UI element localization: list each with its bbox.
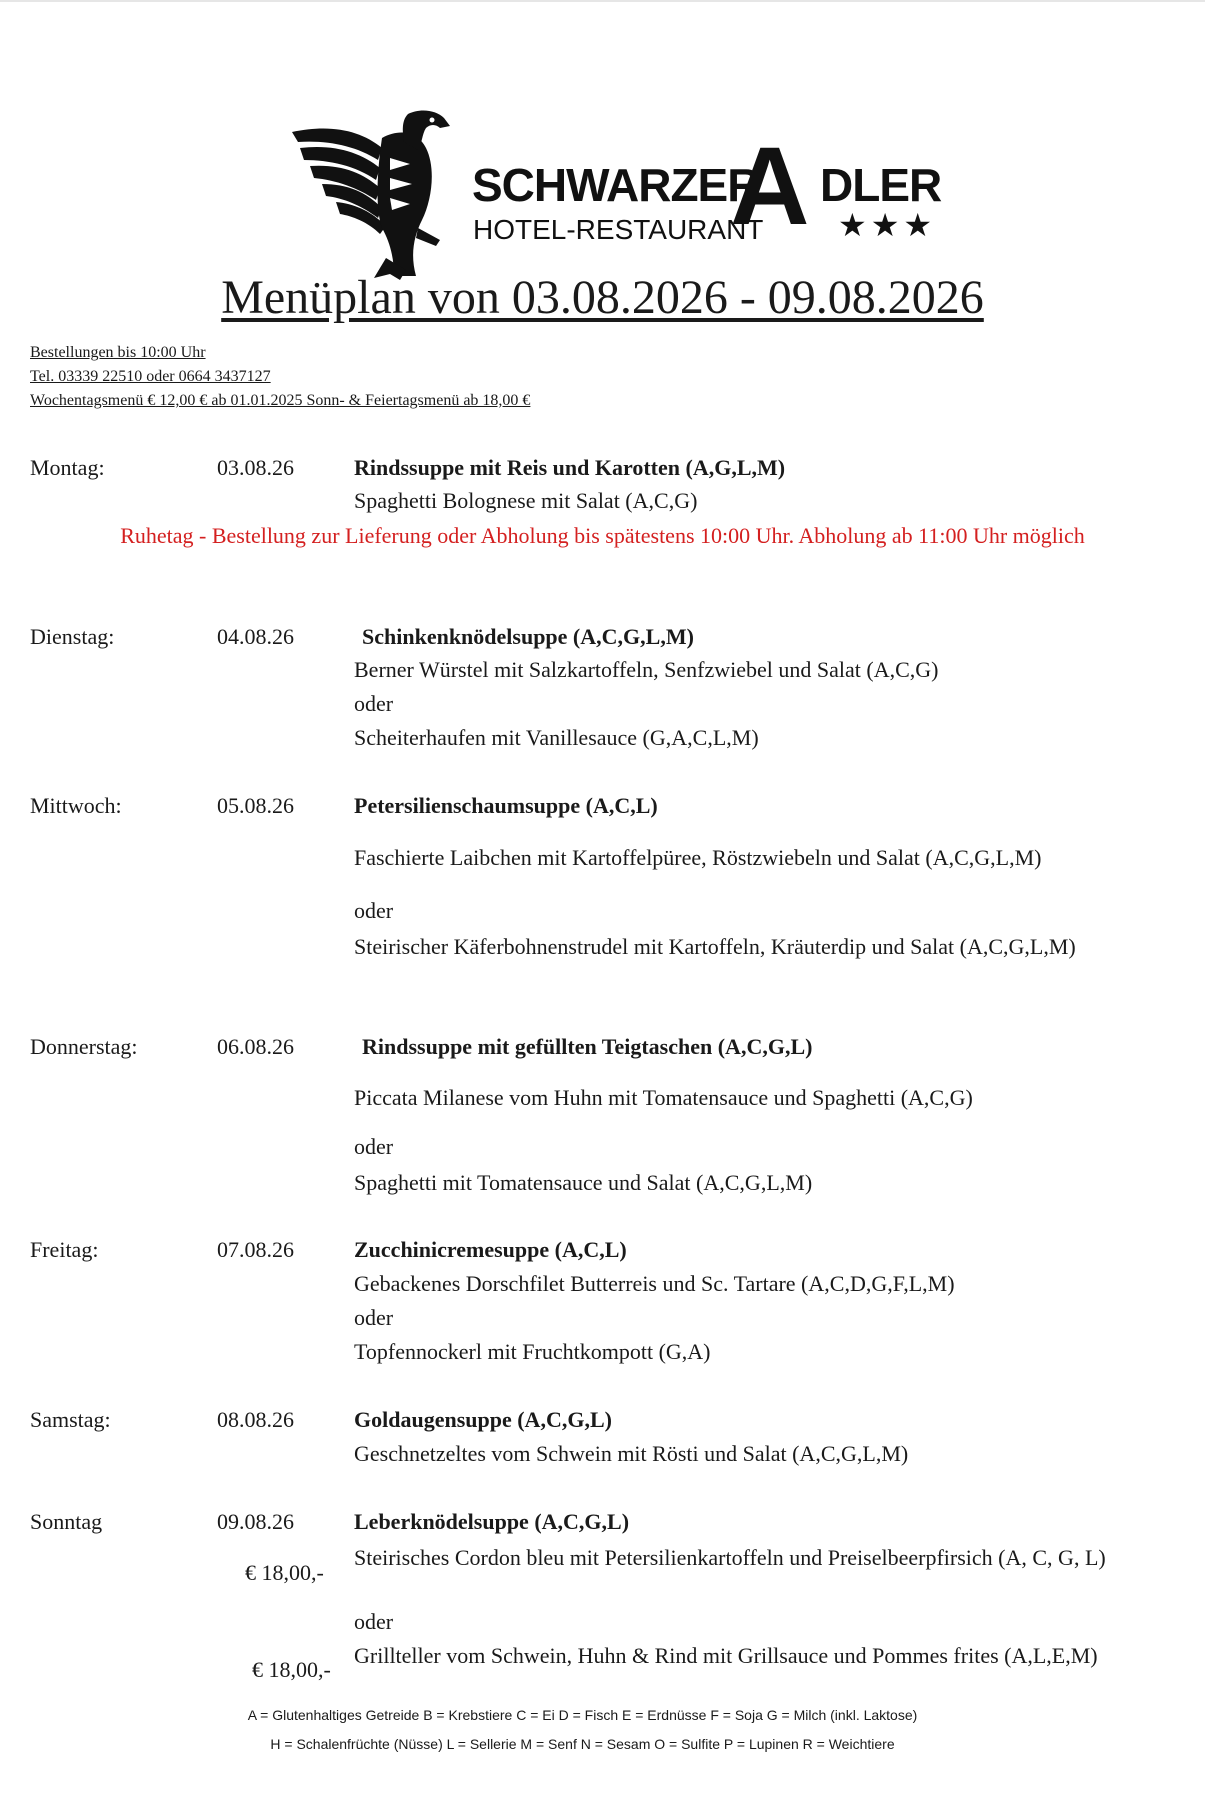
info-orders: Bestellungen bis 10:00 Uhr — [30, 344, 206, 361]
allergen-legend-line1: A = Glutenhaltiges Getreide B = Krebstiere C = Ei D = Fisch E = Erdnüsse F = Soja G = Milch (inkl. Laktose) — [247, 1707, 918, 1723]
price-sunday-main1: € 18,00,- — [245, 1560, 324, 1585]
soup-friday: Zucchinicremesuppe (A,C,L) — [354, 1237, 627, 1262]
logo — [290, 108, 950, 280]
main2-wednesday: Steirischer Käferbohnenstrudel mit Kartoffeln, Kräuterdip und Salat (A,C,G,L,M) — [354, 934, 1076, 959]
date-monday: 03.08.26 — [217, 455, 294, 480]
brand-big-letter: A — [730, 125, 810, 248]
soup-thursday: Rindssuppe mit gefüllten Teigtaschen (A,C,G,L) — [362, 1034, 813, 1059]
or-sunday: oder — [354, 1609, 394, 1634]
price-sunday-main2: € 18,00,- — [252, 1657, 331, 1682]
date-sunday: 09.08.26 — [217, 1509, 294, 1534]
date-tuesday: 04.08.26 — [217, 624, 294, 649]
day-label-saturday: Samstag: — [30, 1407, 111, 1432]
soup-sunday: Leberknödelsuppe (A,C,G,L) — [354, 1509, 630, 1534]
soup-tuesday: Schinkenknödelsuppe (A,C,G,L,M) — [362, 624, 694, 649]
main1-friday: Gebackenes Dorschfilet Butterreis und Sc. Tartare (A,C,D,G,F,L,M) — [354, 1271, 955, 1296]
eagle-icon — [290, 108, 470, 280]
brand-subtitle: HOTEL-RESTAURANT — [473, 214, 764, 245]
main2-tuesday: Scheiterhaufen mit Vanillesauce (G,A,C,L,M) — [354, 725, 759, 750]
day-label-tuesday: Dienstag: — [30, 624, 115, 649]
main2-thursday: Spaghetti mit Tomatensauce und Salat (A,C,G,L,M) — [354, 1170, 813, 1195]
top-border — [0, 0, 1205, 2]
date-wednesday: 05.08.26 — [217, 793, 294, 818]
main2-friday: Topfennockerl mit Fruchtkompott (G,A) — [354, 1339, 711, 1364]
main1-tuesday: Berner Würstel mit Salzkartoffeln, Senfzwiebel und Salat (A,C,G) — [354, 657, 939, 682]
date-thursday: 06.08.26 — [217, 1034, 294, 1059]
allergen-legend-line2: H = Schalenfrüchte (Nüsse) L = Sellerie M = Senf N = Sesam O = Sulfite P = Lupinen R = Weichtiere — [270, 1736, 895, 1752]
day-label-sunday: Sonntag — [30, 1509, 103, 1534]
date-friday: 07.08.26 — [217, 1237, 294, 1262]
or-friday: oder — [354, 1305, 394, 1330]
soup-wednesday: Petersilienschaumsuppe (A,C,L) — [354, 793, 658, 818]
main2-sunday: Grillteller vom Schwein, Huhn & Rind mit Grillsauce und Pommes frites (A,L,E,M) — [354, 1643, 1098, 1668]
brand-stars: ★★★ — [838, 206, 937, 244]
main1-thursday: Piccata Milanese vom Huhn mit Tomatensauce und Spaghetti (A,C,G) — [354, 1085, 973, 1110]
brand-name-part2: DLER — [820, 159, 942, 211]
or-tuesday: oder — [354, 691, 394, 716]
info-prices: Wochentagsmenü € 12,00 € ab 01.01.2025 Sonn- & Feiertagsmenü ab 18,00 € — [30, 392, 531, 409]
soup-monday: Rindssuppe mit Reis und Karotten (A,G,L,M) — [354, 455, 786, 480]
main1-saturday: Geschnetzeltes vom Schwein mit Rösti und Salat (A,C,G,L,M) — [354, 1441, 909, 1466]
info-phone: Tel. 03339 22510 oder 0664 3437127 — [30, 368, 271, 385]
day-label-wednesday: Mittwoch: — [30, 793, 122, 818]
main1-wednesday: Faschierte Laibchen mit Kartoffelpüree, Röstzwiebeln und Salat (A,C,G,L,M) — [354, 845, 1042, 870]
brand-name-part1: SCHWARZER — [472, 159, 760, 211]
page-title: Menüplan von 03.08.2026 - 09.08.2026 — [221, 271, 984, 324]
or-thursday: oder — [354, 1134, 394, 1159]
day-label-thursday: Donnerstag: — [30, 1034, 138, 1059]
or-wednesday: oder — [354, 898, 394, 923]
date-saturday: 08.08.26 — [217, 1407, 294, 1432]
day-label-friday: Freitag: — [30, 1237, 99, 1262]
main1-monday: Spaghetti Bolognese mit Salat (A,C,G) — [354, 488, 698, 513]
main1-sunday: Steirisches Cordon bleu mit Petersilienkartoffeln und Preiselbeerpfirsich (A, C, G, L) — [354, 1545, 1106, 1570]
soup-saturday: Goldaugensuppe (A,C,G,L) — [354, 1407, 612, 1432]
day-label-monday: Montag: — [30, 455, 105, 480]
closed-notice: Ruhetag - Bestellung zur Lieferung oder Abholung bis spätestens 10:00 Uhr. Abholung ab 11:00 Uhr möglich — [120, 523, 1085, 548]
